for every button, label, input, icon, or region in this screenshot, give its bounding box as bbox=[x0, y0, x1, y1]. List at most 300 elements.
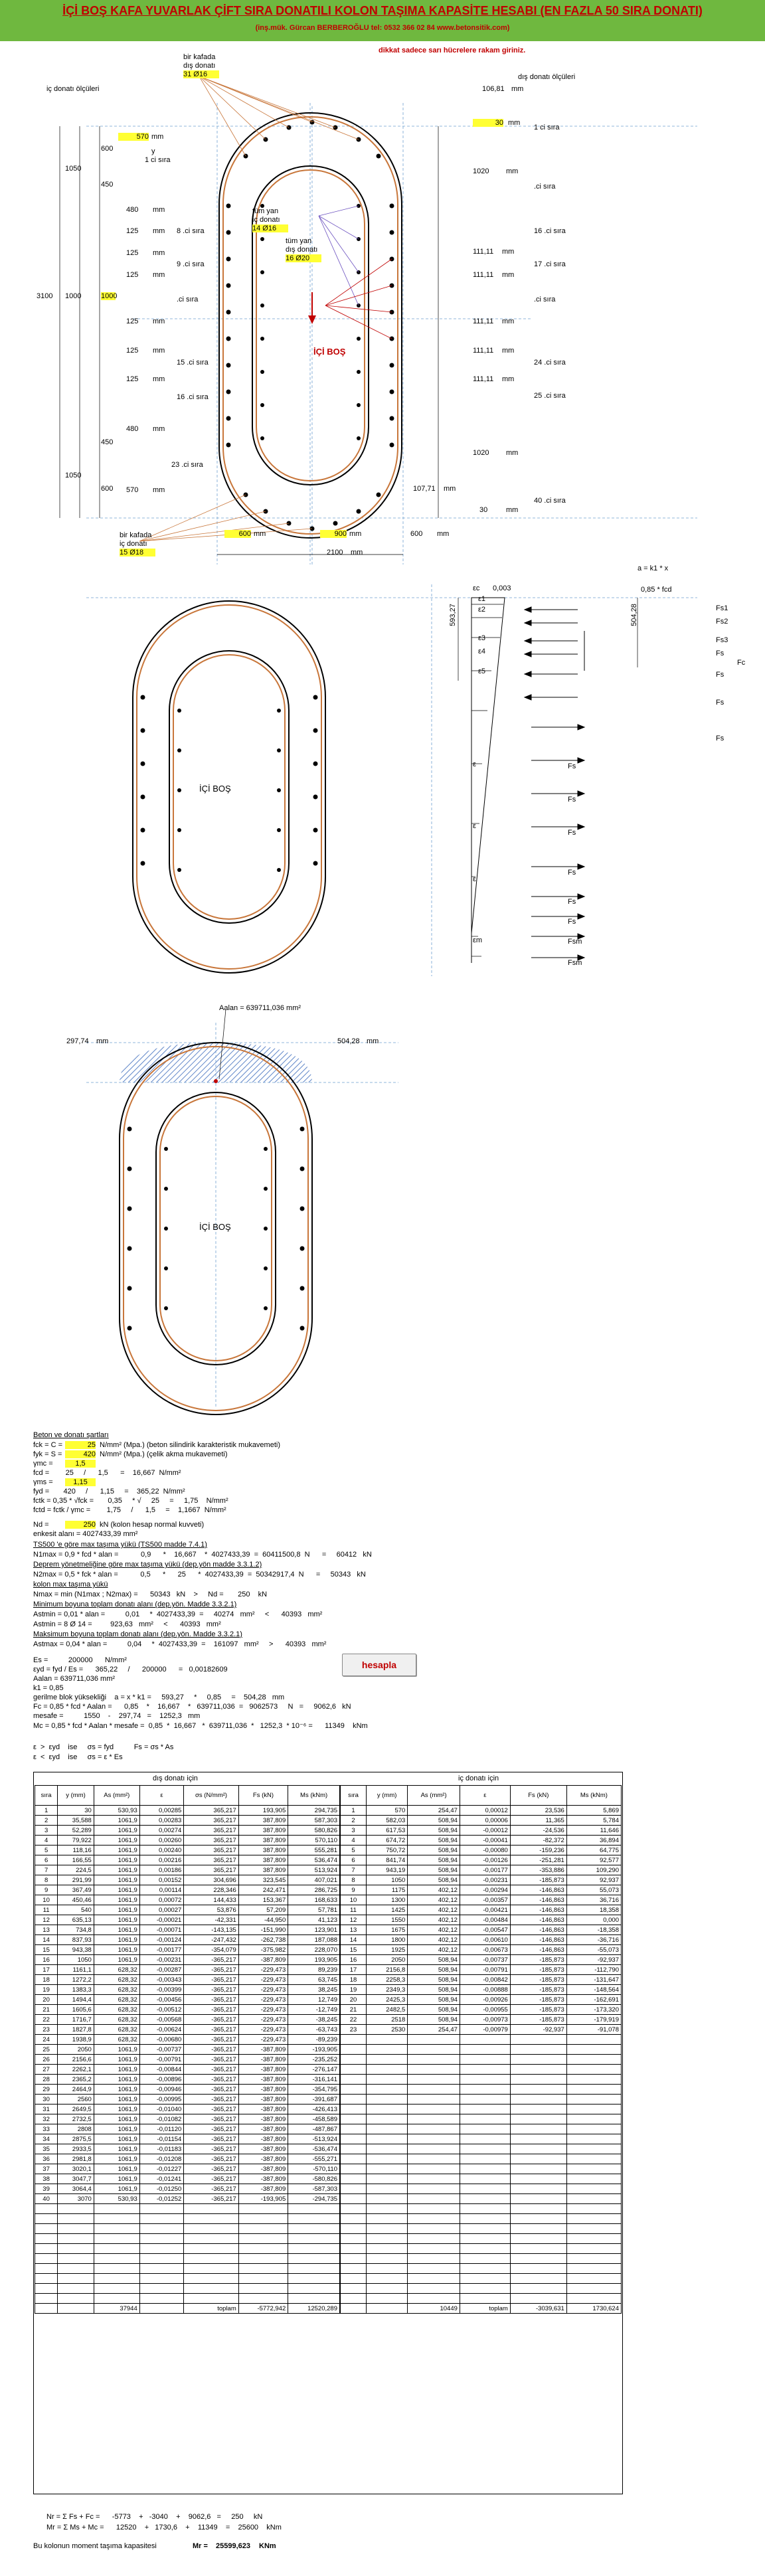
table-cell: 841,74 bbox=[366, 1855, 407, 1865]
force-fs6: Fs bbox=[716, 699, 724, 707]
table-cell: 582,03 bbox=[366, 1816, 407, 1826]
table-cell bbox=[341, 2065, 367, 2075]
ic-yan-input[interactable]: 14 Ø16 bbox=[252, 224, 288, 232]
table-cell bbox=[408, 2065, 460, 2075]
unit-mm: mm bbox=[506, 506, 519, 514]
table-cell: -365,217 bbox=[184, 2085, 238, 2095]
table-cell bbox=[510, 2244, 566, 2254]
table-cell: 2933,5 bbox=[58, 2144, 94, 2154]
table-cell: -0,00041 bbox=[460, 1836, 510, 1846]
table-total-cell bbox=[139, 2304, 184, 2314]
table-cell bbox=[460, 2154, 510, 2164]
table-cell bbox=[184, 2204, 238, 2214]
table-cell: 2156,6 bbox=[58, 2055, 94, 2065]
row-label-ci-c: .ci sıra bbox=[534, 296, 556, 303]
table-cell: 294,735 bbox=[288, 1806, 340, 1816]
table-cell: 1061,9 bbox=[94, 1935, 139, 1945]
table-cell bbox=[510, 2234, 566, 2244]
table-cell: -365,217 bbox=[184, 2104, 238, 2114]
table-cell bbox=[408, 2214, 460, 2224]
table-cell bbox=[460, 2095, 510, 2104]
table-cell: -173,320 bbox=[566, 2005, 621, 2015]
unit-mm: mm bbox=[502, 317, 515, 325]
table-cell bbox=[238, 2284, 288, 2294]
table-cell bbox=[566, 2104, 621, 2114]
table-cell bbox=[58, 2224, 94, 2234]
table-cell: -387,809 bbox=[238, 2114, 288, 2124]
table-cell bbox=[58, 2244, 94, 2254]
row-label-9: 9 .ci sıra bbox=[177, 260, 205, 268]
table-cell: -0,00791 bbox=[139, 2055, 184, 2065]
table-cell: -365,217 bbox=[184, 2134, 238, 2144]
table-row bbox=[341, 1985, 622, 1995]
table-cell: 508,94 bbox=[408, 2015, 460, 2025]
table-row bbox=[35, 2284, 340, 2294]
table-cell bbox=[566, 2294, 621, 2304]
table-row bbox=[35, 2254, 340, 2264]
table-cell bbox=[341, 2144, 367, 2154]
table-cell bbox=[510, 2164, 566, 2174]
table-cell: -0,00673 bbox=[460, 1945, 510, 1955]
table-row bbox=[341, 2025, 622, 2035]
table-cell bbox=[566, 2194, 621, 2204]
table-cell: 6 bbox=[35, 1855, 58, 1865]
table-cell bbox=[341, 2134, 367, 2144]
table-cell: 63,745 bbox=[288, 1975, 340, 1985]
table-cell: -387,809 bbox=[238, 2144, 288, 2154]
lbl-dis-kafada: bir kafada bbox=[183, 53, 216, 61]
table-cell: -0,00177 bbox=[139, 1945, 184, 1955]
table-cell: 508,94 bbox=[408, 1826, 460, 1836]
table-cell: 5,784 bbox=[566, 1816, 621, 1826]
row-label-1: 1 ci sıra bbox=[534, 124, 560, 131]
cond1: ε > εyd ise σs = fyd Fs = σs * As bbox=[33, 1743, 174, 1751]
kolon-max-heading: kolon max taşıma yükü bbox=[33, 1581, 108, 1589]
unit-mm: mm bbox=[508, 119, 521, 127]
table-cell bbox=[408, 2284, 460, 2294]
table-cell bbox=[366, 2194, 407, 2204]
table-cell: 508,94 bbox=[408, 2005, 460, 2015]
table-cell: 323,545 bbox=[238, 1875, 288, 1885]
table-cell: -55,073 bbox=[566, 1945, 621, 1955]
table-cell: 1425 bbox=[366, 1905, 407, 1915]
table-row bbox=[35, 1806, 340, 1816]
ymc-label: γmc = bbox=[33, 1460, 53, 1468]
table-cell: 1061,9 bbox=[94, 1846, 139, 1855]
table-cell: -365,217 bbox=[184, 1975, 238, 1985]
table-cell bbox=[288, 2224, 340, 2234]
table-cell: 628,32 bbox=[94, 1975, 139, 1985]
dis-kafa-input[interactable]: 31 Ø16 bbox=[183, 70, 219, 78]
table-cell bbox=[35, 2274, 58, 2284]
table-row bbox=[341, 1875, 622, 1885]
table-cell bbox=[460, 2294, 510, 2304]
force-fsm2: Fsm bbox=[568, 959, 582, 967]
table-cell: -146,863 bbox=[510, 1935, 566, 1945]
table-cell: 254,47 bbox=[408, 2025, 460, 2035]
ic-kafa-input[interactable]: 15 Ø18 bbox=[120, 549, 155, 557]
table-cell: -0,01252 bbox=[139, 2194, 184, 2204]
table-cell: 402,12 bbox=[408, 1895, 460, 1905]
table-cell: 13 bbox=[35, 1925, 58, 1935]
table-cell: 0,00260 bbox=[139, 1836, 184, 1846]
table-cell: 2875,5 bbox=[58, 2134, 94, 2144]
table-cell: 402,12 bbox=[408, 1905, 460, 1915]
table-cell bbox=[366, 2174, 407, 2184]
table-cell: 37 bbox=[35, 2164, 58, 2174]
strain-ec: εc bbox=[473, 584, 480, 592]
k1-line: k1 = 0,85 bbox=[33, 1684, 64, 1692]
table-cell: 12 bbox=[341, 1915, 367, 1925]
table-cell: -570,110 bbox=[288, 2164, 340, 2174]
table-cell: 11,646 bbox=[566, 1826, 621, 1836]
table-cell: -354,795 bbox=[288, 2085, 340, 2095]
table-row bbox=[35, 1975, 340, 1985]
table-cell bbox=[366, 2244, 407, 2254]
table-cell: -0,00979 bbox=[460, 2025, 510, 2035]
table-cell bbox=[139, 2264, 184, 2274]
table-cell bbox=[94, 2274, 139, 2284]
table-cell: 25 bbox=[35, 2045, 58, 2055]
table-cell: -193,905 bbox=[238, 2194, 288, 2204]
table-cell: -235,252 bbox=[288, 2055, 340, 2065]
table-cell: -92,937 bbox=[566, 1955, 621, 1965]
table-cell bbox=[408, 2174, 460, 2184]
table-cell: -42,331 bbox=[184, 1915, 238, 1925]
dim-125e: 125 bbox=[126, 347, 139, 355]
table-row bbox=[341, 2144, 622, 2154]
table-cell bbox=[366, 2224, 407, 2234]
table-cell: 30 bbox=[35, 2095, 58, 2104]
table-row bbox=[35, 1905, 340, 1915]
table-cell bbox=[58, 2294, 94, 2304]
strain-e8: ε bbox=[473, 875, 476, 883]
table-cell: 12,749 bbox=[288, 1995, 340, 2005]
table-cell: -0,01250 bbox=[139, 2184, 184, 2194]
table-cell bbox=[238, 2214, 288, 2224]
table-cell: 943,38 bbox=[58, 1945, 94, 1955]
table-cell: -229,473 bbox=[238, 1995, 288, 2005]
table-cell: -276,147 bbox=[288, 2065, 340, 2075]
table-cell bbox=[460, 2284, 510, 2294]
table-cell: 5 bbox=[35, 1846, 58, 1855]
table-row bbox=[341, 1995, 622, 2005]
table-cell bbox=[510, 2254, 566, 2264]
table-cell bbox=[238, 2294, 288, 2304]
table-cell bbox=[460, 2134, 510, 2144]
table-cell: -0,00177 bbox=[460, 1865, 510, 1875]
table-cell bbox=[341, 2234, 367, 2244]
enkesit: enkesit alanı = 4027433,39 mm² bbox=[33, 1530, 138, 1538]
table-cell bbox=[58, 2274, 94, 2284]
table-cell: 29 bbox=[35, 2085, 58, 2095]
table-cell: 513,924 bbox=[288, 1865, 340, 1875]
table-row bbox=[35, 2114, 340, 2124]
table-row bbox=[341, 1925, 622, 1935]
fctd-line: fctd = fctk / γmc = 1,75 / 1,5 = 1,1667 N/mm² bbox=[33, 1506, 226, 1514]
table-cell: -0,00071 bbox=[139, 1925, 184, 1935]
aalan-line: Aalan = 639711,036 mm² bbox=[33, 1675, 116, 1683]
table-cell: -185,873 bbox=[510, 1995, 566, 2005]
nd-input[interactable]: 250 bbox=[65, 1521, 96, 1529]
lbl-tum-yan-2: tüm yan bbox=[286, 237, 312, 245]
table-cell: 1061,9 bbox=[94, 2154, 139, 2164]
table-row bbox=[35, 1945, 340, 1955]
dim-1050a: 1050 bbox=[65, 165, 82, 173]
table-cell bbox=[341, 2164, 367, 2174]
table-ic bbox=[340, 1785, 622, 2314]
table-cell: 6 bbox=[341, 1855, 367, 1865]
table-cell bbox=[460, 2114, 510, 2124]
unit-mm: mm bbox=[367, 1037, 379, 1045]
table-cell bbox=[510, 2214, 566, 2224]
table-cell: -0,00888 bbox=[460, 1985, 510, 1995]
table-row bbox=[341, 2075, 622, 2085]
dim-1020a: 1020 bbox=[473, 167, 489, 175]
table-row bbox=[35, 2065, 340, 2075]
table-header: Ms (kNm) bbox=[566, 1786, 621, 1806]
table-cell: -229,473 bbox=[238, 1975, 288, 1985]
table-cell: -185,873 bbox=[510, 1965, 566, 1975]
table-cell: -247,432 bbox=[184, 1935, 238, 1945]
row-label-ci: .ci sıra bbox=[534, 183, 556, 191]
table-cell: -146,863 bbox=[510, 1945, 566, 1955]
table-cell bbox=[35, 2224, 58, 2234]
table-cell: 2981,8 bbox=[58, 2154, 94, 2164]
dim-125d: 125 bbox=[126, 317, 139, 325]
table-cell: -0,00421 bbox=[460, 1905, 510, 1915]
table-cell: 23,536 bbox=[510, 1806, 566, 1816]
table-cell: -91,078 bbox=[566, 2025, 621, 2035]
table-cell: 1061,9 bbox=[94, 2045, 139, 2055]
table-cell bbox=[288, 2274, 340, 2284]
table-cell: -185,873 bbox=[510, 1975, 566, 1985]
table-cell: 19 bbox=[341, 1985, 367, 1995]
table-row bbox=[341, 1816, 622, 1826]
table-cell bbox=[566, 2274, 621, 2284]
dim-107: 107,71 bbox=[413, 485, 436, 493]
fc-line: Fc = 0,85 * fcd * Aalan = 0,85 * 16,667 * 639711,036 = 9062573 N = 9062,6 kN bbox=[33, 1703, 351, 1711]
dis-yan-input[interactable]: 16 Ø20 bbox=[286, 254, 321, 262]
table-cell: -0,00680 bbox=[139, 2035, 184, 2045]
table-cell: -151,990 bbox=[238, 1925, 288, 1935]
table-cell: 36 bbox=[35, 2154, 58, 2164]
force-fs9: Fs bbox=[568, 796, 576, 804]
table-cell bbox=[238, 2274, 288, 2284]
table-cell: -365,217 bbox=[184, 1955, 238, 1965]
table-cell bbox=[341, 2224, 367, 2234]
table-cell: 1 bbox=[341, 1806, 367, 1816]
table-cell: 31 bbox=[35, 2104, 58, 2114]
table-cell: 11 bbox=[341, 1905, 367, 1915]
table-cell: 193,905 bbox=[238, 1806, 288, 1816]
table-cell bbox=[510, 2055, 566, 2065]
table-row bbox=[341, 2244, 622, 2254]
table-cell: 0,00240 bbox=[139, 1846, 184, 1855]
lbl-dis-olcu: dış donatı ölçüleri bbox=[518, 73, 576, 81]
table-cell: -387,809 bbox=[238, 2045, 288, 2055]
table-cell: -229,473 bbox=[238, 2015, 288, 2025]
table-cell: 3 bbox=[35, 1826, 58, 1836]
table-cell: 7 bbox=[35, 1865, 58, 1875]
table-row bbox=[341, 2015, 622, 2025]
table-cell bbox=[35, 2254, 58, 2264]
table-cell bbox=[366, 2214, 407, 2224]
nd-desc: kN (kolon hesap normal kuvveti) bbox=[100, 1521, 205, 1529]
table-cell: 55,073 bbox=[566, 1885, 621, 1895]
table-cell: 89,239 bbox=[288, 1965, 340, 1975]
table-cell: 228,346 bbox=[184, 1885, 238, 1895]
table-cell: -0,00791 bbox=[460, 1965, 510, 1975]
table-cell: 17 bbox=[35, 1965, 58, 1975]
dim-1000-input[interactable]: 1000 bbox=[101, 292, 118, 300]
astmin2: Astmin = 8 Ø 14 = 923,63 mm² < 40393 mm² bbox=[33, 1620, 221, 1628]
table-cell bbox=[510, 2114, 566, 2124]
table-cell bbox=[566, 2264, 621, 2274]
table-cell bbox=[366, 2124, 407, 2134]
table-cell: -0,00294 bbox=[460, 1885, 510, 1895]
table-cell: 153,367 bbox=[238, 1895, 288, 1905]
width-600-input[interactable]: 600 bbox=[224, 530, 251, 538]
table-row bbox=[35, 1895, 340, 1905]
table-cell bbox=[58, 2254, 94, 2264]
unit-mm: mm bbox=[153, 486, 165, 494]
table-cell: 79,922 bbox=[58, 1836, 94, 1846]
unit-mm: mm bbox=[254, 530, 266, 538]
table-cell: -0,01040 bbox=[139, 2104, 184, 2114]
table-row bbox=[341, 1895, 622, 1905]
table-cell bbox=[341, 2045, 367, 2055]
dis-cover-input[interactable]: 30 bbox=[473, 119, 503, 127]
row-label-25: 25 .ci sıra bbox=[534, 392, 566, 400]
table-cell bbox=[341, 2294, 367, 2304]
ic-cover-input[interactable]: 570 bbox=[118, 133, 149, 141]
lbl-ic-donati-2: iç donatı bbox=[120, 540, 147, 548]
table-row bbox=[35, 2095, 340, 2104]
table-cell bbox=[94, 2244, 139, 2254]
table-row bbox=[341, 2005, 622, 2015]
fyk-input[interactable]: 420 bbox=[65, 1450, 96, 1458]
table-cell bbox=[366, 2065, 407, 2075]
table-cell bbox=[408, 2055, 460, 2065]
table-cell bbox=[408, 2114, 460, 2124]
table-header: ε bbox=[460, 1786, 510, 1806]
table-cell bbox=[408, 2234, 460, 2244]
table-cell bbox=[408, 2184, 460, 2194]
table-cell bbox=[408, 2254, 460, 2264]
table-cell: -0,01082 bbox=[139, 2114, 184, 2124]
table-total-cell: 37944 bbox=[94, 2304, 139, 2314]
table-cell bbox=[408, 2294, 460, 2304]
force-fs8: Fs bbox=[568, 762, 576, 770]
nd-label: Nd = bbox=[33, 1521, 49, 1529]
table-total-cell: toplam bbox=[184, 2304, 238, 2314]
table-cell: 1061,9 bbox=[94, 2055, 139, 2065]
table-cell bbox=[566, 2224, 621, 2234]
table-cell: 118,16 bbox=[58, 1846, 94, 1855]
ymc-input[interactable]: 1,5 bbox=[65, 1460, 96, 1468]
section-drawing-1 bbox=[0, 40, 765, 571]
table-cell: 1061,9 bbox=[94, 2164, 139, 2174]
unit-mm: mm bbox=[502, 347, 515, 355]
table-cell bbox=[566, 2095, 621, 2104]
table-header: sıra bbox=[35, 1786, 58, 1806]
table-cell bbox=[460, 2244, 510, 2254]
table-cell bbox=[366, 2144, 407, 2154]
fck-input[interactable]: 25 bbox=[65, 1441, 96, 1449]
fyd-line: fyd = 420 / 1,15 = 365,22 N/mm² bbox=[33, 1488, 185, 1496]
aalan-label: Aalan = 639711,036 mm² bbox=[219, 1004, 301, 1012]
force-fs2: Fs2 bbox=[716, 618, 728, 626]
yms-input[interactable]: 1,15 bbox=[65, 1478, 96, 1486]
dim-1020b: 1020 bbox=[473, 449, 489, 457]
table-cell bbox=[566, 2134, 621, 2144]
table-cell: 4 bbox=[341, 1836, 367, 1846]
table-row bbox=[35, 1865, 340, 1875]
table-cell: -353,886 bbox=[510, 1865, 566, 1875]
table-cell bbox=[366, 2184, 407, 2194]
force-fs11: Fs bbox=[568, 869, 576, 877]
table-cell bbox=[566, 2075, 621, 2085]
table-cell bbox=[341, 2095, 367, 2104]
table-cell: 1061,9 bbox=[94, 1865, 139, 1875]
table-cell: -365,217 bbox=[184, 1995, 238, 2005]
strain-em: εm bbox=[473, 936, 483, 944]
strain-e1: ε1 bbox=[478, 595, 486, 603]
table-cell: 402,12 bbox=[408, 1945, 460, 1955]
row-label-17: 17 .ci sıra bbox=[534, 260, 566, 268]
table-cell: 1061,9 bbox=[94, 2184, 139, 2194]
table-cell: -316,141 bbox=[288, 2075, 340, 2085]
unit-mm: mm bbox=[502, 248, 515, 256]
unit-mm: mm bbox=[349, 530, 362, 538]
unit-mm: mm bbox=[444, 485, 456, 493]
table-cell bbox=[341, 2124, 367, 2134]
table-cell: -146,863 bbox=[510, 1905, 566, 1915]
table-row bbox=[35, 2035, 340, 2045]
force-fs13: Fs bbox=[568, 918, 576, 926]
table-cell: -387,809 bbox=[238, 2124, 288, 2134]
unit-mm: mm bbox=[153, 271, 165, 279]
hesapla-button[interactable]: hesapla bbox=[342, 1654, 416, 1676]
table-cell: 536,474 bbox=[288, 1855, 340, 1865]
dim-504b: 504,28 bbox=[337, 1037, 360, 1045]
table-cell: 1061,9 bbox=[94, 1885, 139, 1895]
table-cell bbox=[460, 2194, 510, 2204]
table-cell: 1061,9 bbox=[94, 1875, 139, 1885]
table-row bbox=[35, 2174, 340, 2184]
width-900-input[interactable]: 900 bbox=[320, 530, 347, 538]
table-cell: 837,93 bbox=[58, 1935, 94, 1945]
table-cell: -426,413 bbox=[288, 2104, 340, 2114]
table-cell: 1938,9 bbox=[58, 2035, 94, 2045]
eq-a: a = k1 * x bbox=[638, 564, 669, 572]
table-cell: 1050 bbox=[58, 1955, 94, 1965]
table-cell: 24 bbox=[35, 2035, 58, 2045]
table-cell: -38,245 bbox=[288, 2015, 340, 2025]
table-cell bbox=[510, 2075, 566, 2085]
table-cell: 20 bbox=[341, 1995, 367, 2005]
table-cell bbox=[408, 2095, 460, 2104]
table-cell bbox=[460, 2234, 510, 2244]
table-cell bbox=[460, 2144, 510, 2154]
table-cell: 402,12 bbox=[408, 1935, 460, 1945]
table-cell: -387,809 bbox=[238, 2174, 288, 2184]
table-cell: -387,809 bbox=[238, 2055, 288, 2065]
table-cell: 2425,3 bbox=[366, 1995, 407, 2005]
table-cell bbox=[341, 2264, 367, 2274]
table-cell bbox=[510, 2095, 566, 2104]
